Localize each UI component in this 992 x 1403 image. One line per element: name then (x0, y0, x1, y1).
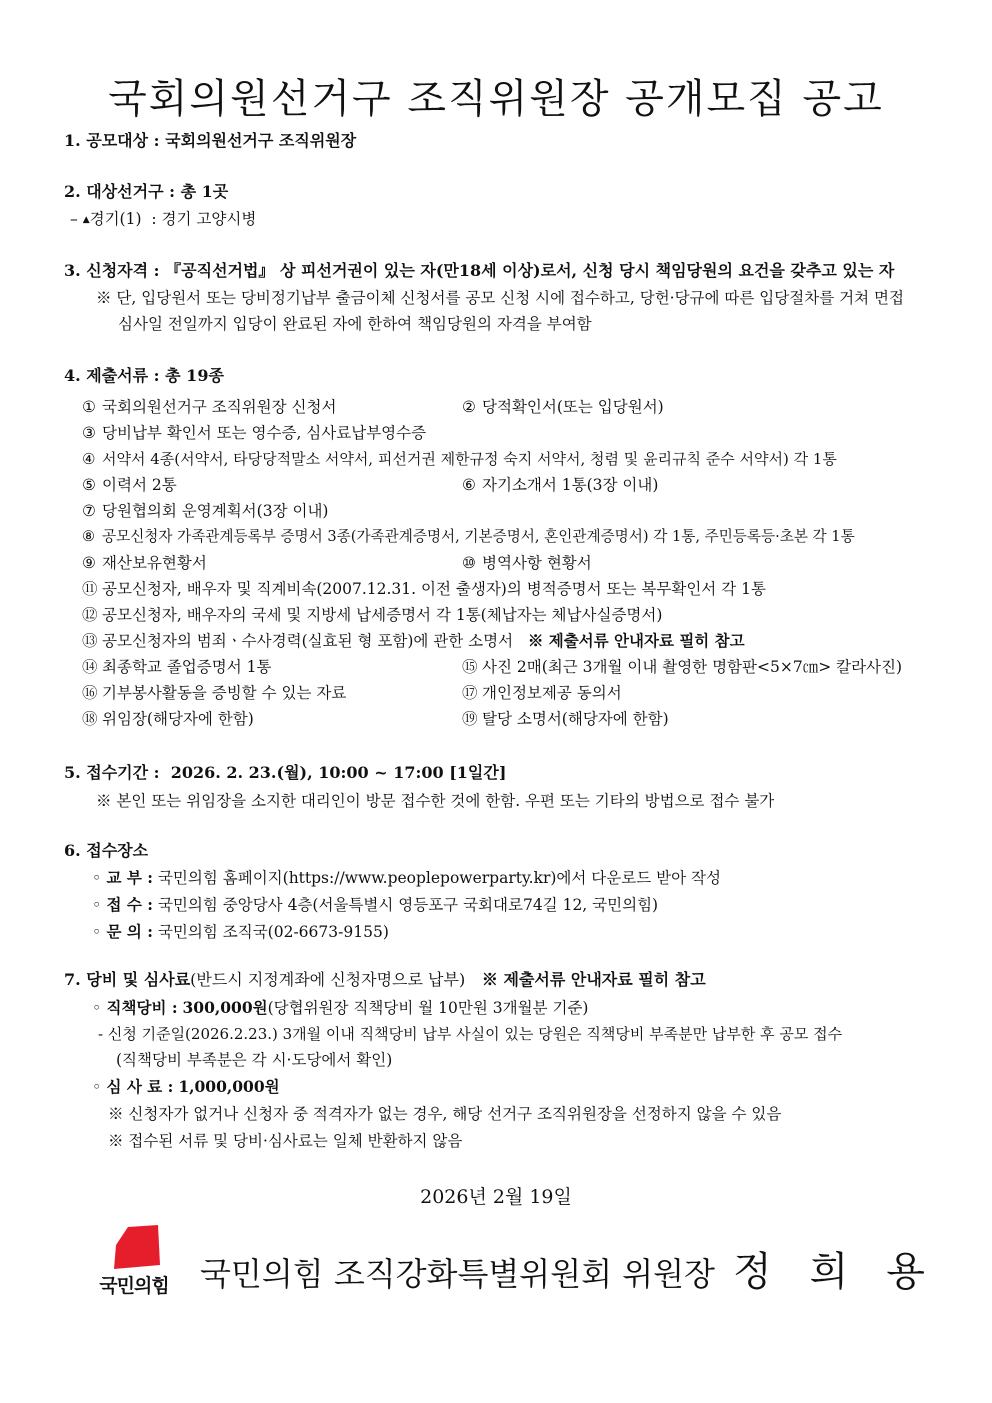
section-5-note: ※ 본인 또는 위임장을 소지한 대리인이 방문 접수한 것에 한함. 우편 또는 기타의 방법으로 접수 불가 (96, 792, 775, 810)
document-item: ④ 서약서 4종(서약서, 타당당적말소 서약서, 피선거권 제한규정 숙지 서약서, 청렴 및 윤리규칙 준수 서약서) 각 1통 (82, 450, 837, 468)
section-7-note-1: ※ 신청자가 없거나 신청자 중 적격자가 없는 경우, 해당 선거구 조직위원장을 선정하지 않을 수 있음 (108, 1105, 782, 1123)
document-item: ⑤ 이력서 2통 (82, 476, 177, 494)
document-item: ③ 당비납부 확인서 또는 영수증, 심사료납부영수증 (82, 424, 427, 442)
document-item: ① 국회의원선거구 조직위원장 신청서 (82, 398, 337, 416)
document-item: ⑨ 재산보유현황서 (82, 554, 207, 572)
document-item: ⑱ 위임장(해당자에 한함) (82, 710, 254, 728)
signature-name: 정희용 (732, 1249, 963, 1295)
section-4 (64, 366, 224, 386)
party-logo (86, 1225, 182, 1303)
document-item: ⑧ 공모신청자 가족관계등록부 증명서 3종(가족관계증명서, 기본증명서, 혼인관계증명서) 각 1통, 주민등록등·초본 각 1통 (82, 528, 855, 545)
section-7-label: 7. 당비 및 심사료 (64, 970, 191, 989)
document-item: ⑪ 공모신청자, 배우자 및 직계비속(2007.12.31. 이전 출생자)의 병적증명서 또는 복무확인서 각 1통 (82, 580, 766, 598)
section-7 (64, 970, 706, 990)
logo-text: 국민의힘 (99, 1275, 169, 1297)
section-4-label: 4. 제출서류 : (64, 366, 160, 385)
signature (200, 1240, 963, 1297)
section-5-label: 5. 접수기간 : (64, 763, 160, 782)
section-2 (64, 182, 228, 202)
document-item: ⑥ 자기소개서 1통(3장 이내) (462, 476, 659, 494)
section-3-label: 3. 신청자격 : (64, 261, 160, 280)
fee-dash-note: - 신청 기준일(2026.2.23.) 3개월 이내 직책당비 납부 사실이 있는 당원은 직책당비 부족분만 납부한 후 공모 접수 (98, 1025, 843, 1043)
page-title: 국회의원선거구 조직위원장 공개모집 공고 (108, 75, 884, 122)
section-7-paren: (반드시 지정계좌에 신청자명으로 납부) (190, 970, 466, 989)
section-5 (64, 763, 506, 783)
signature-org: 국민의힘 조직강화특별위원회 위원장 (200, 1255, 715, 1293)
triangle-icon: ▲ (82, 215, 90, 225)
section-1 (64, 131, 356, 151)
notice-date: 2026년 2월 19일 (420, 1186, 572, 1208)
section-3 (64, 261, 894, 281)
document-item: ⑭ 최종학교 졸업증명서 1통 (82, 658, 272, 676)
section-1-label: 1. 공모대상 : (64, 131, 160, 150)
section-6-label: 6. 접수장소 (64, 841, 149, 860)
document-item: ⑬ 공모신청자의 범죄ㆍ수사경력(실효된 형 포함)에 관한 소명서 ※ 제출서류 안내자료 필히 참고 (82, 631, 745, 650)
section-3-value: 『공직선거법』 상 피선거권이 있는 자(만18세 이상)로서, 신청 당시 책임당원의 요건을 갖추고 있는 자 (165, 261, 895, 280)
section-2-label: 2. 대상선거구 : (64, 182, 176, 201)
guide-note: ※ 제출서류 안내자료 필히 참고 (481, 970, 706, 989)
section-7-note-2: ※ 접수된 서류 및 당비·심사료는 일체 반환하지 않음 (108, 1132, 463, 1150)
section-3-note-1: ※ 단, 입당원서 또는 당비정기납부 출금이체 신청서를 공모 신청 시에 접수하고, 당헌·당규에 따른 입당절차를 거쳐 면접 (96, 289, 904, 307)
location-item: ◦ 교 부 : 국민의힘 홈페이지(https://www.peoplepowerparty.kr)에서 다운로드 받아 작성 (92, 868, 721, 887)
document-item: ⑰ 개인정보제공 동의서 (462, 684, 622, 702)
section-4-value: 총 19종 (165, 366, 224, 385)
document-item: ⑫ 공모신청자, 배우자의 국세 및 지방세 납세증명서 각 1통(체납자는 체납사실증명서) (82, 606, 663, 624)
document-item: ② 당적확인서(또는 입당원서) (462, 398, 664, 416)
dash-mark: – (70, 210, 78, 228)
location-item: ◦ 접 수 : 국민의힘 중앙당사 4층(서울특별시 영등포구 국회대로74길 12, 국민의힘) (92, 895, 659, 914)
document-item: ⑮ 사진 2매(최근 3개월 이내 촬영한 명함판<5×7㎝> 칼라사진) (462, 658, 903, 676)
fee-item: ◦ 직책당비 : 300,000원(당협위원장 직책당비 월 10만원 3개월분 기준) (92, 998, 589, 1017)
section-5-value: 2026. 2. 23.(월), 10:00 ~ 17:00 [1일간] (170, 763, 507, 782)
review-fee-item: ◦ 심 사 료 : 1,000,000원 (92, 1077, 280, 1096)
logo-mark-icon (114, 1225, 160, 1269)
guide-note: ※ 제출서류 안내자료 필히 참고 (527, 631, 745, 650)
document-item: ⑦ 당원협의회 운영계획서(3장 이내) (82, 502, 329, 520)
document-item: ⑲ 탈당 소명서(해당자에 한함) (462, 710, 669, 728)
location-item: ◦ 문 의 : 국민의힘 조직국(02-6673-9155) (92, 922, 389, 941)
document-item: ⑩ 병역사항 현황서 (462, 554, 592, 572)
fee-dash-note-2: (직책당비 부족분은 각 시·도당에서 확인) (116, 1051, 393, 1069)
section-2-value: 총 1곳 (180, 182, 229, 201)
section-6 (64, 841, 148, 861)
section-3-note-2: 심사일 전일까지 입당이 완료된 자에 한하여 책임당원의 자격을 부여함 (118, 315, 592, 333)
region-label: 경기(1) (89, 210, 142, 228)
section-2-item (70, 209, 256, 230)
section-1-value: 국회의원선거구 조직위원장 (165, 131, 357, 150)
region-value: : 경기 고양시병 (151, 210, 257, 228)
document-item: ⑯ 기부봉사활동을 증빙할 수 있는 자료 (82, 684, 347, 702)
